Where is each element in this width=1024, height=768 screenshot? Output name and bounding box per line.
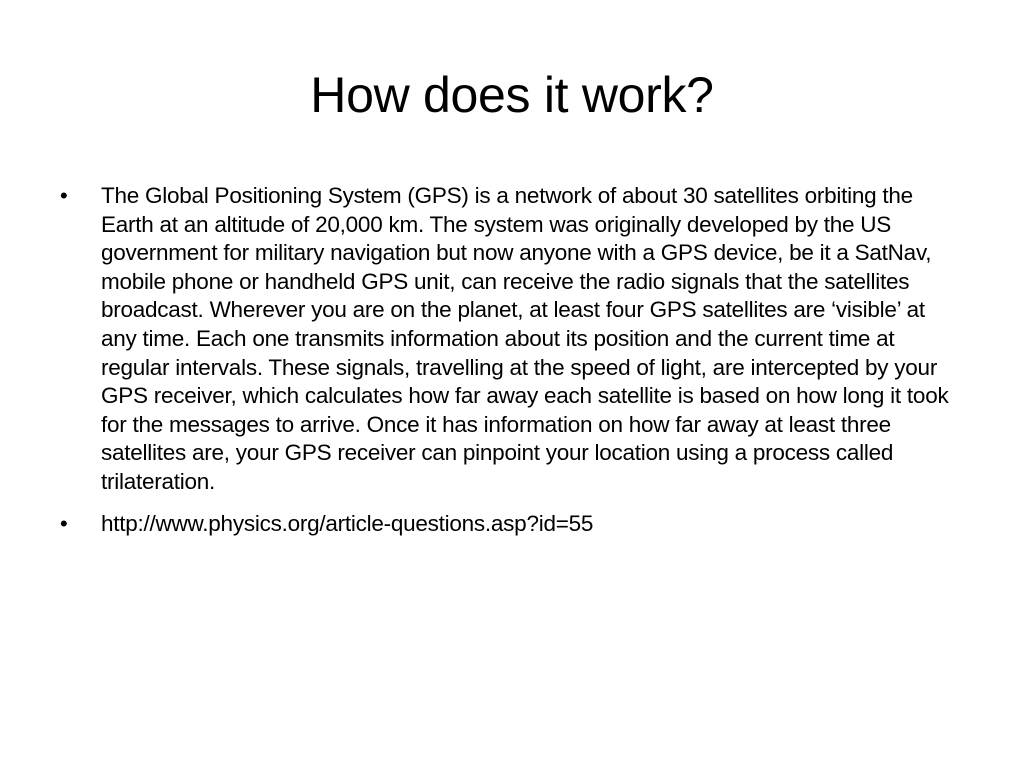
slide-title: How does it work?: [310, 67, 714, 123]
bullet-text: The Global Positioning System (GPS) is a network of about 30 satellites orbiting the Earth at an altitude of 20,000 km. The system was originally developed by the US government for military navigation but now anyone with a GPS device, be it a SatNav, mobile phone or handheld GPS unit, can receive the radio signals that the satellites broadcast. Wherever you are on the planet, at least four GPS satellites are ‘visible’ at any time. Each one transmits information about its position and the current time at regular intervals. These signals, travelling at the speed of light, are intercepted by your GPS receiver, which calculates how far away each satellite is based on how long it took for the messages to arrive. Once it has information on how far away at least three satellites are, your GPS receiver can pinpoint your location using a process called trilateration.: [101, 183, 949, 494]
bullet-list: [60, 182, 960, 551]
source-url-text: http://www.physics.org/article-questions.asp?id=55: [101, 510, 594, 536]
bullet-item-source-link: [60, 510, 960, 539]
bullet-dot-icon: •: [60, 183, 68, 208]
bullet-dot-icon: •: [60, 510, 68, 536]
bullet-item-gps-description: [60, 182, 960, 497]
